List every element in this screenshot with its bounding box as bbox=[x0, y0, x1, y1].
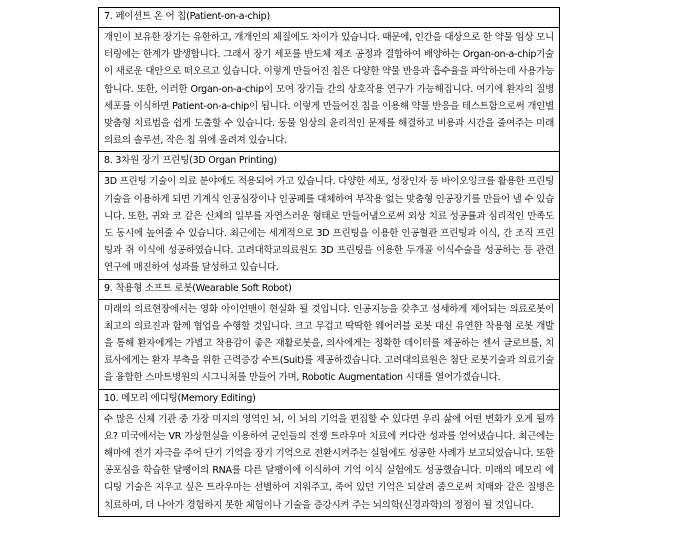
section-body: 3D 프린팅 기술이 의료 분야에도 적용되어 가고 있습니다. 다양한 세포, 성장인자 등 바이오잉크를 활용한 프린팅 기술을 이용하게 되면 기계식 인공심장이나 인공폐를 대체하여 부작용 없는 맞춤형 인공장기를 만들어 낼 수 있습니다. 또한, 귀와 코 같은 신체의 일부를 자연스러운 형태로 만들어냄으로써 외상 치료 성공률과 심리적인 만족도도 동시에 높여줄 수 있습니다. 최근에는 세계적으로 3D 프린팅을 이용한 인공혈관 프린팅과 이식, 간 조직 프린팅과 쥐 이식에 성공하였습니다. 고려대학교의료원도 3D 프린팅을 이용한 두개골 이식수술을 성공하는 등 관련연구에 매진하여 성과를 달성하고 있습니다. bbox=[104, 176, 554, 274]
section-body: 미래의 의료현장에서는 영화 아이언맨이 현실화 될 것입니다. 인공지능을 갖추고 섬세하게 제어되는 의료로봇이 최고의 의료진과 함께 협업을 수행할 것입니다. 크고 무겁고 딱딱한 웨어러블 로봇 대신 유연한 착용형 로봇 개발을 통해 환자에게는 가볍고 착용감이 좋은 재활로봇을, 의사에게는 정확한 데이터를 제공하는 센서 글로브를, 치료사에게는 환자 부축을 위한 근력증강 수트(Suit)를 제공하겠습니다. 고려대의료원은 첨단 로봇기술과 의료기술을 융합한 스마트병원의 시그니처를 만들어 가며, Robotic Augmentation 시대를 열어가겠습니다. bbox=[104, 303, 554, 384]
section-title: 10. 메모리 에디팅(Memory Editing) bbox=[104, 392, 256, 404]
section-body-row bbox=[99, 28, 560, 152]
section-header-row bbox=[99, 152, 560, 172]
section-header-row bbox=[99, 279, 560, 299]
content-table bbox=[98, 7, 560, 517]
section-title: 8. 3차원 장기 프린팅(3D Organ Printing) bbox=[104, 155, 277, 167]
section-body-row bbox=[99, 409, 560, 516]
section-header-row bbox=[99, 8, 560, 28]
section-header-cell bbox=[99, 279, 560, 299]
section-body-cell bbox=[99, 172, 560, 279]
section-title: 7. 페이션트 온 어 칩(Patient-on-a-chip) bbox=[104, 11, 270, 22]
document-page bbox=[98, 7, 560, 517]
section-body-cell bbox=[99, 299, 560, 389]
section-body-cell bbox=[99, 409, 560, 516]
section-body-row bbox=[99, 299, 560, 389]
section-body-cell bbox=[99, 28, 560, 152]
section-header-cell bbox=[99, 152, 560, 172]
section-body: 수 많은 신체 기관 중 가장 미지의 영역인 뇌, 이 뇌의 기억을 편집할 수 있다면 우리 삶에 어떤 변화가 오게 될까요? 미국에서는 VR 가상현실을 이용하여 군인들의 전쟁 트라우마 치료에 커다란 성과를 얻어냈습니다. 최근에는 해마에 전기 자극을 주어 단기 기억을 장기 기억으로 전환시켜주는 실험에도 성공한 사례가 보고되었습니다. 또한 공포심을 학습한 달팽이의 RNA를 다른 달팽이에 이식하여 기억 이식 실험에도 성공했습니다. 미래의 메모리 에디팅 기술은 지우고 싶은 트라우마는 선별하여 지워주고, 죽어 있던 기억은 되살려 줌으로써 치매와 같은 질병은 치료하며, 더 나아가 경험하지 못한 체험이나 기술을 증강시켜 주는 뇌의학(신경과학)의 정점이 될 것입니다. bbox=[104, 413, 554, 511]
section-body: 개인이 보유한 장기는 유한하고, 개개인의 체질에도 차이가 있습니다. 때문에, 인간을 대상으로 한 약물 임상 모니터링에는 한계가 발생합니다. 그래서 장기 세포를 반도체 제조 공정과 결합하여 배양하는 Organ-on-a-chip기술이 새로운 대안으로 떠오르고 있습니다. 이렇게 만들어진 칩은 다양한 약물 반응과 흡수율을 파악하는데 사용가능합니다. 또한, 이러한 Organ-on-a-chip이 모여 장기들 간의 상호작용 연구가 가능해집니다. 여기에 환자의 질병 세포를 이식하면 Patient-on-a-chip이 됩니다. 이렇게 만들어진 칩을 이용해 약물 반응을 테스트함으로써 개인별 맞춤형 치료법을 쉽게 도출할 수 있습니다. 동물 임상의 윤리적인 문제를 해결하고 비용과 시간을 줄여주는 미래 의료의 솔루션, 작은 칩 위에 올려져 있습니다. bbox=[104, 32, 554, 147]
section-body-row bbox=[99, 172, 560, 279]
section-title: 9. 착용형 소프트 로봇(Wearable Soft Robot) bbox=[104, 282, 292, 294]
section-header-cell bbox=[99, 389, 560, 409]
section-header-row bbox=[99, 389, 560, 409]
section-header-cell bbox=[99, 8, 560, 28]
